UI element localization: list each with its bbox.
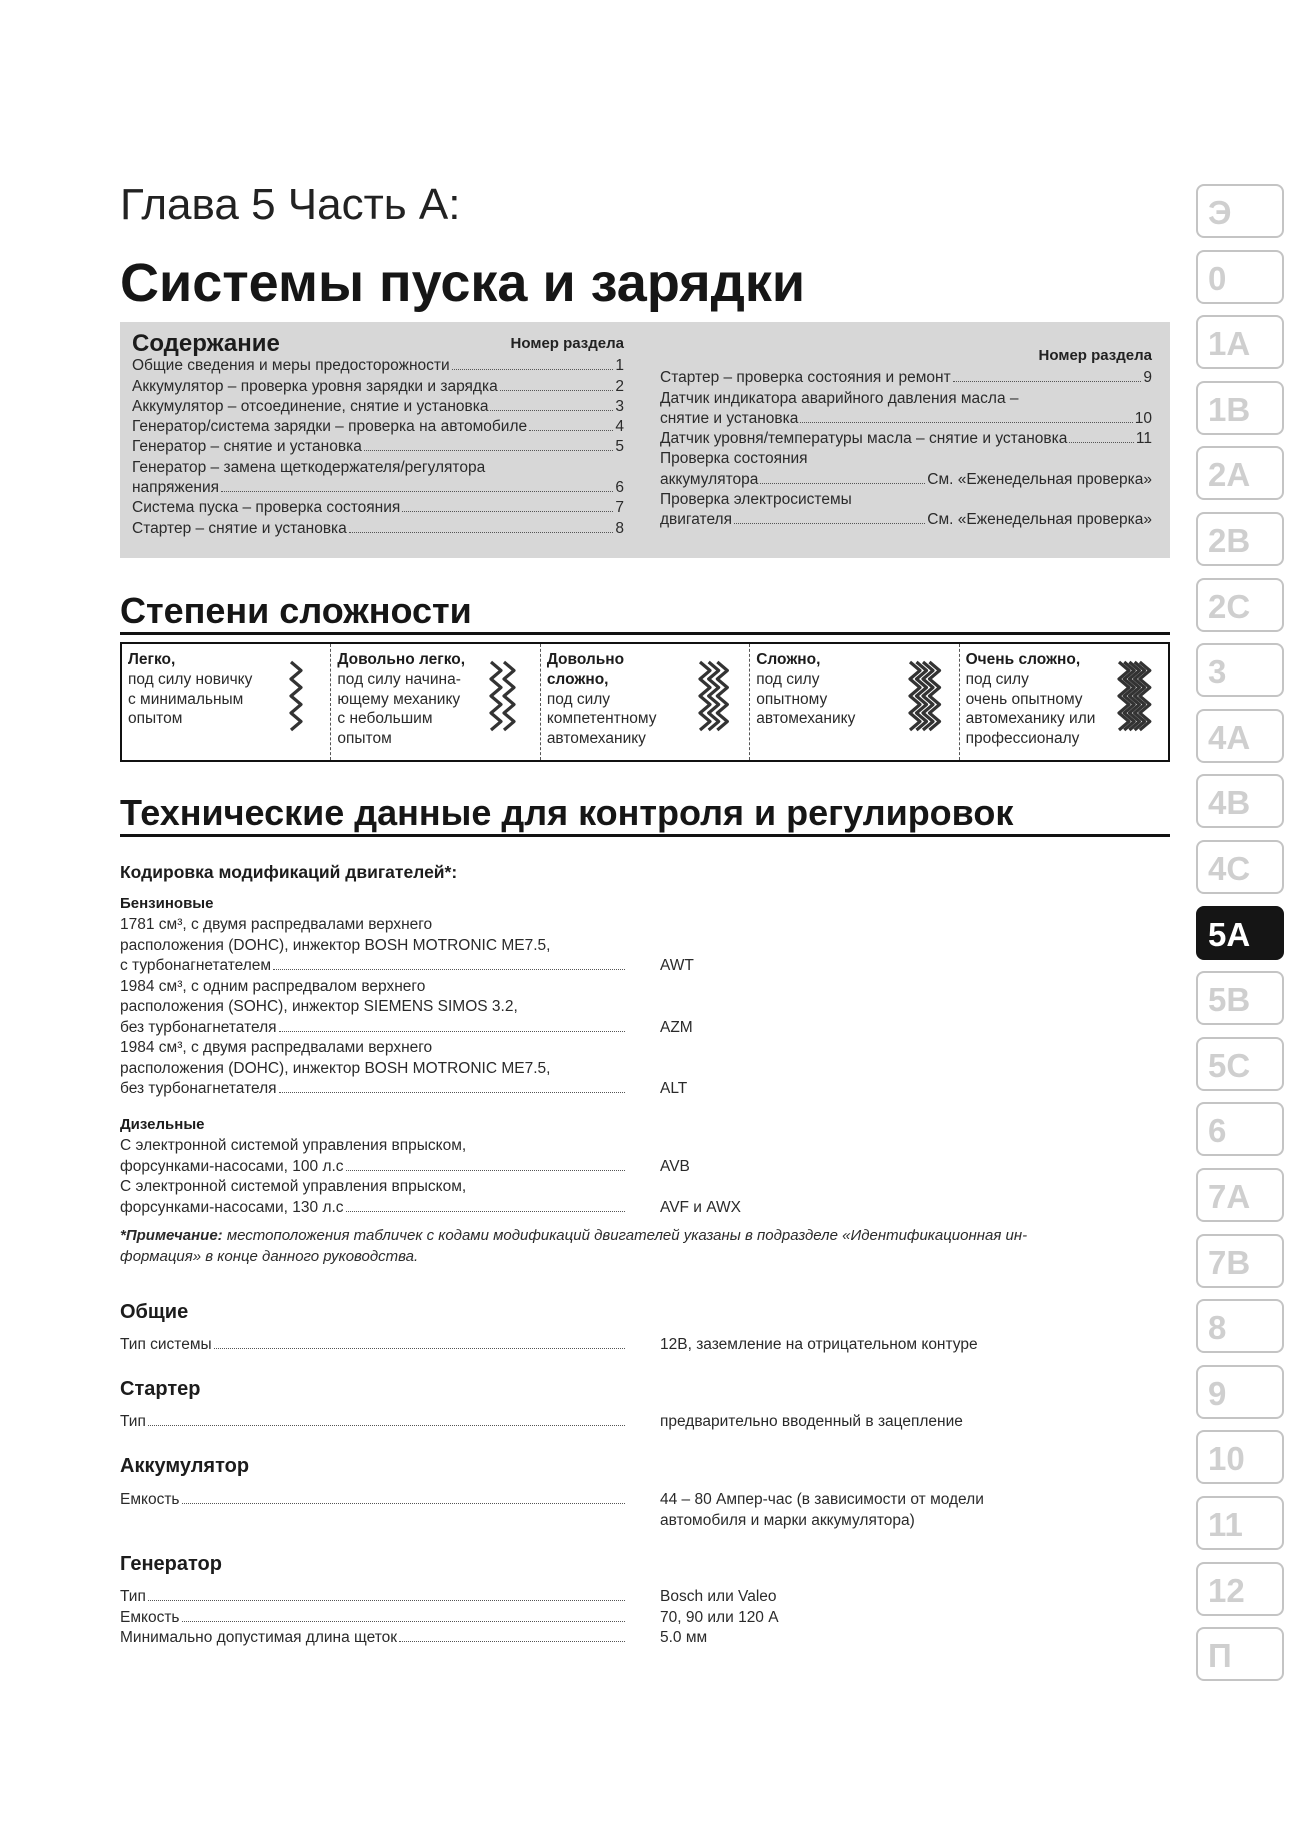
- contents-item-text: Генератор – снятие и установка: [132, 438, 362, 456]
- leader-dots: [364, 450, 614, 451]
- chapter-tab-1b[interactable]: 1B: [1196, 381, 1284, 435]
- difficulty-level: [750, 644, 959, 760]
- note-label: *Примечание:: [120, 1227, 223, 1244]
- wrench-mark: [491, 662, 501, 730]
- spec-label: Тип системы: [120, 1336, 212, 1353]
- chapter-tab-6[interactable]: 6: [1196, 1102, 1284, 1156]
- alternator-row: [120, 1608, 625, 1629]
- leader-dots: [953, 381, 1142, 382]
- leader-dots: [346, 1211, 625, 1212]
- contents-item-text: Аккумулятор – проверка уровня зарядки и зарядка: [132, 377, 498, 395]
- engine-spec: [120, 915, 625, 977]
- difficulty-description: профессионалу: [965, 730, 1080, 748]
- contents-item-text: Проверка электросистемы: [660, 491, 852, 509]
- engine-note: [120, 1226, 1172, 1267]
- engine-spec-line: [120, 956, 625, 977]
- contents-item-number: 4: [615, 418, 624, 436]
- chapter-tab-2b[interactable]: 2B: [1196, 512, 1284, 566]
- engine-code: AVB: [660, 1157, 690, 1175]
- difficulty-description: с небольшим: [337, 710, 433, 728]
- engine-spec-line: [120, 1136, 625, 1157]
- difficulty-description: автомеханику или: [965, 710, 1096, 728]
- chapter-tab-э[interactable]: Э: [1196, 184, 1284, 238]
- contents-item-text: Система пуска – проверка состояния: [132, 499, 401, 517]
- difficulty-scale: [120, 642, 1170, 762]
- engine-code: AWT: [660, 957, 694, 974]
- leader-dots: [148, 1600, 625, 1601]
- difficulty-level: [541, 644, 750, 760]
- contents-item: [660, 368, 1152, 388]
- chapter-tab-11[interactable]: 11: [1196, 1496, 1284, 1550]
- leader-dots: [279, 1031, 625, 1032]
- difficulty-description: под силу: [756, 670, 820, 688]
- contents-item: [132, 478, 624, 498]
- contents-item: [132, 377, 624, 397]
- contents-item: [132, 519, 624, 539]
- chapter-tab-7a[interactable]: 7A: [1196, 1168, 1284, 1222]
- engine-spec-line: [120, 1157, 625, 1178]
- contents-item-text: аккумулятора: [660, 470, 759, 488]
- engine-spec-text: форсунками-насосами, 100 л.с: [120, 1157, 344, 1175]
- engine-spec-line: [120, 997, 625, 1018]
- contents-item-text: Генератор/система зарядки – проверка на автомобиле: [132, 418, 528, 436]
- chapter-tab-8[interactable]: 8: [1196, 1299, 1284, 1353]
- contents-item-number: 1: [615, 357, 624, 375]
- engine-spec-text: 1781 см³, с двумя распредвалами верхнего: [120, 916, 433, 933]
- difficulty-description: автомеханику: [756, 710, 856, 728]
- spec-value: предварительно вводенный в зацепление: [660, 1413, 963, 1430]
- difficulty-title: сложно,: [546, 670, 609, 688]
- difficulty-heading: Степени сложности: [120, 590, 472, 631]
- difficulty-level: [122, 644, 331, 760]
- engine-spec-line: [120, 1038, 625, 1059]
- spec-value: [660, 1490, 984, 1531]
- engine-code: AZM: [660, 1018, 693, 1036]
- engine-spec-text: С электронной системой управления впрыском,: [120, 1137, 467, 1154]
- contents-item-number: 10: [1134, 409, 1152, 427]
- contents-item-text: Стартер – снятие и установка: [132, 519, 347, 537]
- contents-item-number: 7: [615, 499, 624, 517]
- wrench-icon: [278, 658, 320, 734]
- engine-spec-line: [120, 1177, 625, 1198]
- contents-item: [660, 449, 1152, 469]
- contents-item-text: Генератор – замена щеткодержателя/регулятора: [132, 458, 486, 476]
- engine-spec-text: форсунками-насосами, 130 л.с: [120, 1198, 344, 1216]
- engine-spec-text: без турбонагнетателя: [120, 1080, 277, 1097]
- chapter-tab-5c[interactable]: 5C: [1196, 1037, 1284, 1091]
- leader-dots: [349, 532, 614, 533]
- wrench-mark: [504, 662, 514, 730]
- chapter-tab-4a[interactable]: 4A: [1196, 709, 1284, 763]
- chapter-tab-5a[interactable]: 5A: [1196, 906, 1284, 960]
- contents-item: [660, 409, 1152, 429]
- engine-spec-line: [120, 936, 625, 957]
- contents-item: [132, 417, 624, 437]
- divider: [120, 632, 1170, 635]
- alternator-row: [120, 1628, 625, 1649]
- engine-spec-text: 1984 см³, с одним распредвалом верхнего: [120, 977, 426, 995]
- chapter-tab-5b[interactable]: 5B: [1196, 971, 1284, 1025]
- contents-item-text: снятие и установка: [660, 409, 799, 427]
- starter-row: [120, 1412, 625, 1433]
- page-title: Системы пуска и зарядки: [120, 253, 806, 313]
- spec-label: Тип: [120, 1588, 146, 1605]
- contents-heading: Содержание: [132, 330, 280, 357]
- engine-spec: [120, 1136, 625, 1177]
- engine-spec-line: [120, 1018, 625, 1039]
- leader-dots: [1069, 442, 1134, 443]
- chapter-tab-7b[interactable]: 7B: [1196, 1234, 1284, 1288]
- leader-dots: [399, 1641, 625, 1642]
- contents-item: [132, 397, 624, 417]
- leader-dots: [529, 430, 613, 431]
- difficulty-description: под силу начина-: [337, 670, 461, 688]
- difficulty-title: Сложно,: [756, 651, 821, 668]
- diesel-label: Дизельные: [120, 1116, 205, 1133]
- spec-label: Емкость: [120, 1491, 180, 1508]
- engine-code: ALT: [660, 1080, 688, 1097]
- engine-spec-text: 1984 см³, с двумя распредвалами верхнего: [120, 1039, 433, 1056]
- engine-spec-text: С электронной системой управления впрыском,: [120, 1178, 467, 1195]
- chapter-tab-п[interactable]: П: [1196, 1627, 1284, 1681]
- engine-spec-text: расположения (SOHC), инжектор SIEMENS SIMOS 3.2,: [120, 998, 518, 1015]
- starter-heading: Стартер: [120, 1378, 201, 1400]
- difficulty-description: под силу новичку: [128, 670, 253, 688]
- leader-dots: [346, 1170, 625, 1171]
- difficulty-title: Очень сложно,: [965, 651, 1081, 668]
- difficulty-description: ющему механику: [337, 690, 461, 708]
- contents-item-number: См. «Еженедельная проверка»: [927, 511, 1152, 529]
- battery-row: [120, 1490, 625, 1511]
- leader-dots: [452, 369, 614, 370]
- general-heading: Общие: [120, 1301, 189, 1323]
- contents-item: [660, 389, 1152, 409]
- difficulty-description: автомеханику: [546, 730, 646, 748]
- leader-dots: [402, 511, 613, 512]
- difficulty-title: Довольно легко,: [337, 651, 466, 668]
- contents-item-text: двигателя: [660, 511, 732, 529]
- contents-item-text: Датчик уровня/температуры масла – снятие и установка: [660, 430, 1068, 448]
- engine-spec-line: [120, 915, 625, 936]
- difficulty-description: очень опытному: [965, 690, 1083, 708]
- contents-item: [132, 458, 624, 478]
- chapter-tab-4c[interactable]: 4C: [1196, 840, 1284, 894]
- chapter-tab-4b[interactable]: 4B: [1196, 774, 1284, 828]
- spec-value: 12В, заземление на отрицательном контуре: [660, 1336, 978, 1353]
- contents-item-text: Стартер – проверка состояния и ремонт: [660, 369, 951, 387]
- engine-spec-line: [120, 1079, 625, 1100]
- leader-dots: [273, 969, 625, 970]
- leader-dots: [800, 422, 1132, 423]
- chapter-label: Глава 5 Часть А:: [120, 180, 461, 229]
- contents-item: [660, 429, 1152, 449]
- engine-spec: [120, 1038, 625, 1100]
- spec-value: 5.0 мм: [660, 1629, 708, 1646]
- alternator-heading: Генератор: [120, 1553, 222, 1575]
- leader-dots: [760, 483, 925, 484]
- engine-spec-line: [120, 1198, 625, 1219]
- leader-dots: [279, 1092, 625, 1093]
- difficulty-description: под силу: [546, 690, 611, 708]
- section-number-header: Номер раздела: [1038, 347, 1152, 364]
- difficulty-description: опытному: [756, 690, 828, 708]
- chapter-tab-2a[interactable]: 2A: [1196, 446, 1284, 500]
- contents-item-text: Общие сведения и меры предосторожности: [132, 357, 450, 375]
- contents-item: [132, 437, 624, 457]
- chapter-tab-3[interactable]: 3: [1196, 643, 1284, 697]
- difficulty-description: опытом: [128, 710, 183, 728]
- battery-heading: Аккумулятор: [120, 1455, 250, 1477]
- engine-spec-text: с турбонагнетателем: [120, 957, 272, 974]
- note-text-cont: формация» в конце данного руководства.: [120, 1247, 419, 1265]
- engine-spec-text: расположения (DOHC), инжектор BOSH MOTRONIC ME7.5,: [120, 936, 551, 954]
- contents-item: [660, 510, 1152, 530]
- leader-dots: [734, 523, 925, 524]
- engine-spec-text: расположения (DOHC), инжектор BOSH MOTRONIC ME7.5,: [120, 1059, 551, 1077]
- chapter-tab-10[interactable]: 10: [1196, 1430, 1284, 1484]
- wrench-icon: [488, 658, 530, 734]
- spec-value: 70, 90 или 120 А: [660, 1608, 779, 1626]
- contents-right-column: [660, 334, 1152, 531]
- engine-spec-text: без турбонагнетателя: [120, 1018, 277, 1036]
- contents-item-number: 8: [615, 519, 624, 537]
- chapter-tab-12[interactable]: 12: [1196, 1562, 1284, 1616]
- spec-value-line: 44 – 80 Ампер-час (в зависимости от модели: [660, 1491, 984, 1508]
- contents-item-number: 6: [615, 479, 624, 497]
- contents-item: [132, 356, 624, 376]
- leader-dots: [221, 491, 613, 492]
- difficulty-level: [331, 644, 540, 760]
- wrench-icon: [697, 658, 739, 734]
- engine-spec-line: [120, 977, 625, 998]
- chapter-tab-2c[interactable]: 2C: [1196, 578, 1284, 632]
- section-number-header: Номер раздела: [510, 335, 624, 352]
- difficulty-level: [960, 644, 1168, 760]
- engine-spec: [120, 977, 625, 1039]
- contents-item: [132, 498, 624, 518]
- general-row: [120, 1335, 625, 1356]
- petrol-label: Бензиновые: [120, 895, 214, 912]
- contents-item: [660, 490, 1152, 510]
- engine-codes-heading: Кодировка модификаций двигателей*:: [120, 862, 458, 882]
- leader-dots: [490, 410, 613, 411]
- spec-label: Минимально допустимая длина щеток: [120, 1629, 398, 1646]
- contents-item-text: Датчик индикатора аварийного давления масла –: [660, 389, 1019, 407]
- difficulty-title: Легко,: [128, 651, 176, 668]
- chapter-tab-9[interactable]: 9: [1196, 1365, 1284, 1419]
- engine-spec-line: [120, 1059, 625, 1080]
- wrench-icon: [1116, 658, 1158, 734]
- leader-dots: [182, 1621, 626, 1622]
- contents-item-number: См. «Еженедельная проверка»: [927, 470, 1152, 488]
- engine-code: AVF и AWX: [660, 1198, 741, 1216]
- contents-item-number: 11: [1135, 430, 1152, 448]
- contents-item-number: 2: [615, 377, 624, 395]
- contents-item-number: 9: [1143, 369, 1152, 387]
- technical-heading: Технические данные для контроля и регулировок: [120, 792, 1014, 833]
- contents-item-text: Проверка состояния: [660, 450, 808, 468]
- wrench-mark: [291, 662, 301, 730]
- spec-value: Bosch или Valeo: [660, 1588, 777, 1605]
- difficulty-description: опытом: [337, 730, 392, 748]
- difficulty-description: под силу: [965, 670, 1029, 688]
- contents-item-number: 5: [615, 438, 624, 456]
- difficulty-title: Довольно: [546, 651, 625, 668]
- alternator-row: [120, 1587, 625, 1608]
- chapter-tab-0[interactable]: 0: [1196, 250, 1284, 304]
- wrench-icon: [907, 658, 949, 734]
- chapter-tab-1a[interactable]: 1A: [1196, 315, 1284, 369]
- contents-item: [660, 470, 1152, 490]
- divider: [120, 834, 1170, 837]
- contents-item-text: напряжения: [132, 479, 220, 497]
- note-text: местоположения табличек с кодами модификаций двигателей указаны в подразделе «Идентификационная ин-: [222, 1227, 1028, 1244]
- difficulty-description: компетентному: [546, 710, 657, 728]
- spec-label: Тип: [120, 1413, 146, 1430]
- spec-value-line: автомобиля и марки аккумулятора): [660, 1511, 915, 1529]
- contents-item-text: Аккумулятор – отсоединение, снятие и установка: [132, 397, 489, 415]
- contents-item-number: 3: [615, 397, 624, 415]
- contents-left-column: [132, 330, 624, 539]
- engine-spec: [120, 1177, 625, 1218]
- leader-dots: [500, 390, 614, 391]
- contents-box: [120, 322, 1170, 558]
- spec-label: Емкость: [120, 1608, 180, 1626]
- difficulty-description: с минимальным: [128, 690, 244, 708]
